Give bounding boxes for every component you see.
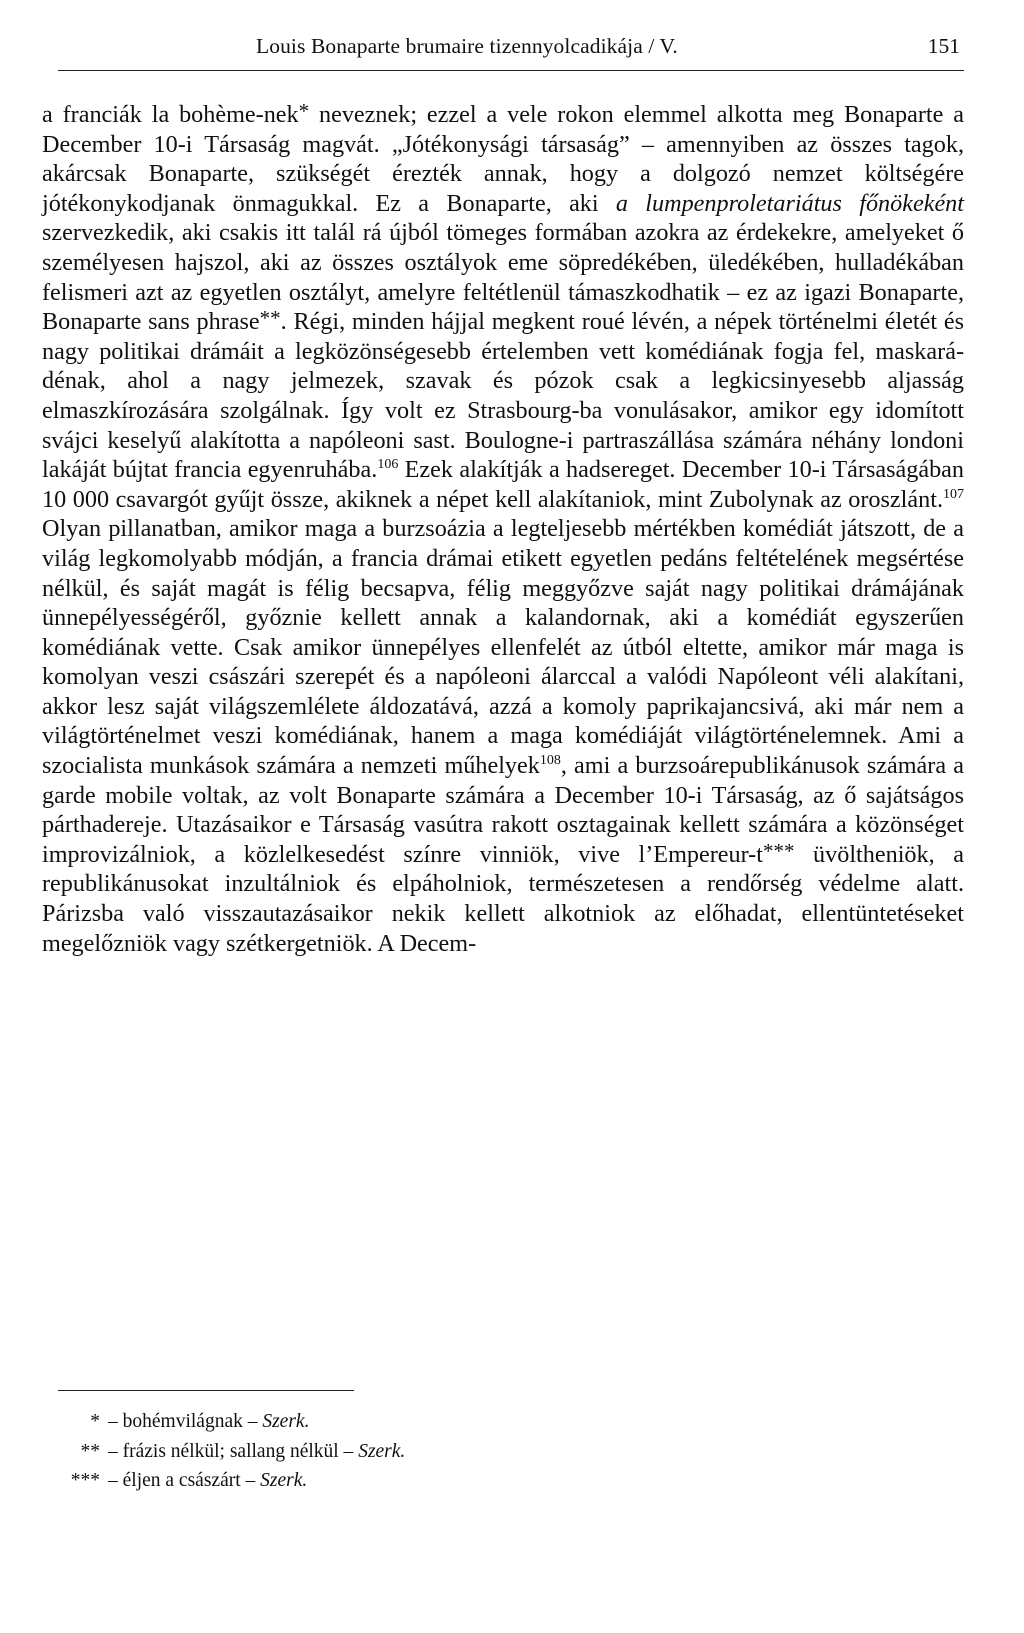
page-header [58,34,966,64]
italic-emphasis: a lumpenproletariátus főnökeként [615,189,964,217]
footnotes [46,1407,646,1496]
footnote-editor: Szerk. [260,1470,308,1491]
footnote-editor: Szerk. [262,1411,310,1432]
footnote-mark: * [90,1411,100,1432]
page-number: 151 [927,34,960,58]
text-segment: Olyan pillanatban, amikor maga a burzsoázia a legteljesebb mértékben komédiát játszott, de a világ legkomolyabb módján, a francia drámai etikett egyetlen pedáns feltételének megsértése nélkül, és saját magát is félig becsapva, félig meggyőzve saját nagy politikai drámájának ünnepélyességéről, győznie kellett annak a kalandornak, aki a komédiát egyszerűen komédiának vette. Csak amikor ünnepélyes ellenfelét az útból eltette, amikor már maga is komolyan veszi császári szerepét és a napóleoni álarccal a valódi Napóleont véli alakítani, akkor lesz saját világszemlélete áldozatává, azzá a komoly paprikajancsivá, aki már nem a világtörténelmet veszi komédiának, hanem a maga komédiáját világtörténelemnek. Ami a szocialista munkások számára a nemzeti műhelyek [42,515,964,780]
footnote-text: – éljen a császárt – [108,1470,261,1491]
body-paragraph [42,100,964,958]
footnote-text: – frázis nélkül; sallang nélkül – [108,1440,359,1462]
text-segment: Ezek alakítják a hadsereget. December 10-i Társaságában 10 000 csavargót gyűjt össze, akiknek a népet kell alakítaniok, mint Zubolynak az oroszlánt. [42,456,965,513]
footnote-marker: ** [259,306,281,331]
text-segment: üvöltheniök, a republikánusokat inzultálniok és elpáholniok, természetesen a rendőrség védelme alatt. Párizsba való visszautazásaikor nekik kellett alkotniok az előhadat, ellentüntetéseket megelőzniök vagy szétkergetniök. A Decem- [42,840,964,957]
footnote-text: – bohémvilágnak – [108,1411,263,1432]
footnote-editor: Szerk. [358,1440,406,1462]
text-segment: szervezkedik, aki csakis itt talál rá újból tömeges formában azokra az érdekekre, amelyeket ő személyesen hajszol, aki az összes osztályok eme söpredékében, üledékében, hulladékában felismeri azt az egyetlen osztályt, amelyre feltétlenül támaszkodhatik – ez az igazi Bonaparte, Bonaparte sans phrase [42,219,964,336]
footnote [46,1437,646,1467]
footnote [46,1407,646,1437]
footnote-marker: * [298,99,310,123]
footnote-rule [58,1390,354,1391]
footnote [46,1466,646,1496]
text-segment: a franciák la bohème-nek [42,101,299,128]
running-title: Louis Bonaparte brumaire tizennyolcadikája / V. [256,34,678,58]
endnote-reference: 108 [539,753,561,769]
footnote-mark: *** [70,1470,100,1491]
footnote-marker: *** [762,838,795,863]
text-segment: . Régi, minden hájjal megkent roué lévén, a népek történelmi életét és nagy politikai drámáit a legközönségesebb értelemben vett komédiának fogja fel, maskarádénak, ahol a nagy jelmezek, szavak és pózok csak a legkicsinyesebb aljasság elmaszkírozására szolgálnak. Így volt ez Strasbourg-ba vonulásakor, amikor egy idomított svájci keselyű alakította a napóleoni sast. Boulogne-i partraszállása számára néhány londoni lakáját bújtat francia egyenruhába. [42,308,964,484]
footnote-mark: ** [80,1440,100,1462]
text-segment: , ami a burzsoárepublikánusok számára a garde mobile voltak, az volt Bonaparte számára a December 10-i Társaság, az ő sajátságos párthadereje. Utazásaikor e Társaság vasútra rakott osztagainak kellett számára a közönséget improvizálniok, a közlelkesedést színre vinniök, vive l’Empereur-t [42,752,964,868]
header-rule [58,70,964,71]
text-segment: neveznek; ezzel a vele rokon elemmel alkotta meg Bonaparte a December 10-i Társaság magvát. „Jótékonysági társaság” – amennyiben az összes tagok, akárcsak Bonaparte, szükségét érezték annak, hogy a dolgozó nemzet költségére jótékonykodjanak önmagukkal. Ez a Bonaparte, aki [42,101,964,217]
endnote-reference: 107 [943,486,964,502]
endnote-reference: 106 [377,457,399,473]
